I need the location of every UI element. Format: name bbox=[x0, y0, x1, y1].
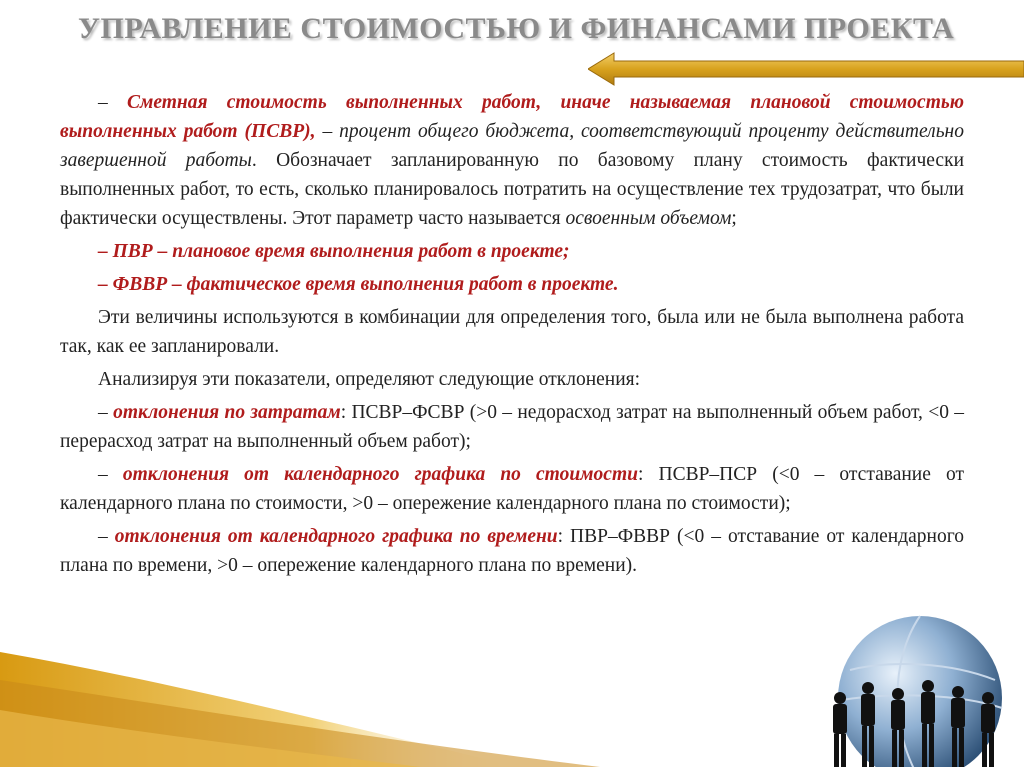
highlighted-term: отклонения по затратам bbox=[113, 402, 341, 423]
paragraph bbox=[60, 365, 964, 394]
slide-title: УПРАВЛЕНИЕ СТОИМОСТЬЮ И ФИНАНСАМИ ПРОЕКТА bbox=[78, 12, 955, 45]
body-text: : ПСВР–ПСР (<0 – отставание от календарного плана по стоимости, >0 – опережение календарного плана по стоимости); bbox=[60, 464, 964, 514]
highlighted-term: Сметная стоимость выполненных работ, иначе называемая плановой стоимостью выполненных работ (ПСВР), bbox=[60, 92, 965, 142]
body-text: . Обозначает запланированную по базовому плану стоимость фактически выполненных работ, то есть, сколько планировалось потратить на осуществление тех трудозатрат, что были фактически осуществлены. Этот параметр часто называется bbox=[60, 150, 965, 229]
left-arrow-icon bbox=[588, 52, 1024, 86]
paragraph bbox=[60, 303, 964, 361]
body-text: – bbox=[98, 402, 114, 423]
italic-text: – процент общего бюджета, соответствующий проценту действительно завершенной работы bbox=[60, 121, 964, 171]
body-text: : ПВР–ФВВР (<0 – отставание от календарного плана по времени, >0 – опережение календарного плана по времени). bbox=[60, 526, 965, 576]
highlighted-term: отклонения от календарного графика по времени bbox=[114, 526, 558, 547]
slide-body bbox=[60, 88, 964, 584]
body-text: Анализируя эти показатели, определяют следующие отклонения: bbox=[98, 369, 641, 390]
body-text: Эти величины используются в комбинации для определения того, была или не была выполнена работа так, как ее запланировали. bbox=[60, 307, 964, 357]
highlighted-term: – ФВВР – фактическое время выполнения работ в проекте. bbox=[98, 274, 619, 295]
body-text: – bbox=[98, 92, 127, 113]
highlighted-term: отклонения от календарного графика по стоимости bbox=[122, 464, 638, 485]
body-text: – bbox=[98, 464, 123, 485]
paragraph bbox=[60, 398, 964, 456]
body-text: ; bbox=[731, 208, 737, 229]
paragraph bbox=[60, 270, 964, 299]
body-text: – bbox=[98, 526, 115, 547]
highlighted-term: – ПВР – плановое время выполнения работ в проекте; bbox=[98, 241, 570, 262]
paragraph bbox=[60, 88, 964, 233]
body-text: : ПСВР–ФСВР (>0 – недорасход затрат на выполненный объем работ, <0 – перерасход затрат на выполненный объем работ); bbox=[60, 402, 965, 452]
paragraph bbox=[60, 522, 964, 580]
italic-text: освоенным объемом bbox=[565, 208, 732, 229]
paragraph bbox=[60, 237, 964, 266]
paragraph bbox=[60, 460, 964, 518]
globe-business-people-icon bbox=[790, 600, 1024, 767]
